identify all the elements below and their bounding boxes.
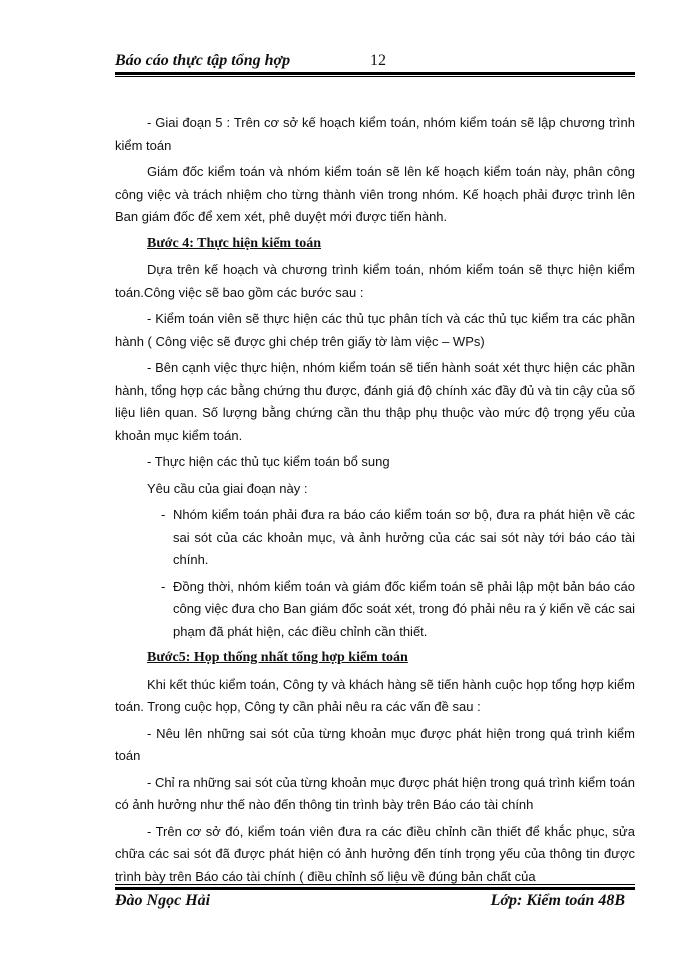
paragraph: - Kiểm toán viên sẽ thực hiện các thủ tục phân tích và các thủ tục kiểm tra các phần hành ( Công việc sẽ được ghi chép trên giấy tờ làm việc – WPs) [115,311,635,349]
page-body [115,112,635,892]
bullet-marker: - [161,507,166,522]
paragraph: - Nêu lên những sai sót của từng khoản mục được phát hiện trong quá trình kiểm toán [115,725,635,763]
header-title: Báo cáo thực tập tổng hợp [115,52,291,69]
paragraph: Yêu cầu của giai đoạn này : [147,480,308,496]
heading-text: Bước 4: Thực hiện kiểm toán [147,235,322,251]
footer-class: Lớp: Kiểm toán 48B [490,892,625,909]
list-item-text: Nhóm kiểm toán phải đưa ra báo cáo kiểm toán sơ bộ, đưa ra phát hiện về các sai sót của các khoản mục, và ảnh hưởng của các sai sót này tới báo cáo tài chính. [173,507,635,567]
bullet-list [115,504,635,643]
heading-text: Bước5: Họp thống nhất tổng hợp kiểm toán [147,650,408,665]
paragraph: - Thực hiện các thủ tục kiểm toán bổ sung [147,454,390,469]
footer-author: Đào Ngọc Hải [115,892,211,909]
section-heading-step5 [147,647,635,670]
bullet-marker: - [161,578,166,594]
page-number: 12 [370,52,386,69]
header-rule-thin [115,76,635,77]
footer-rule-thin [115,884,635,885]
paragraph: - Giai đoạn 5 : Trên cơ sở kế hoạch kiểm toán, nhóm kiểm toán sẽ lập chương trình kiểm toán [115,115,635,153]
paragraph: Dựa trên kế hoạch và chương trình kiểm toán, nhóm kiểm toán sẽ thực hiện kiểm toán.Công việc sẽ bao gồm các bước sau : [115,262,635,300]
list-item [115,576,635,644]
page-header [115,52,635,72]
section-heading-step4 [147,233,635,256]
paragraph: - Trên cơ sở đó, kiểm toán viên đưa ra các điều chỉnh cần thiết để khắc phục, sửa chữa các sai sót đã được phát hiện có ảnh hưởng đến tính trọng yếu của thông tin được trình bày trên Báo cáo tài chính ( điều chỉnh số liệu về đúng bản chất của [115,823,635,884]
paragraph: - Chỉ ra những sai sót của từng khoản mục được phát hiện trong quá trình kiểm toán có ảnh hưởng như thế nào đến thông tin trình bày trên Báo cáo tài chính [115,774,635,812]
list-item-text: Đồng thời, nhóm kiểm toán và giám đốc kiểm toán sẽ phải lập một bản báo cáo công việc đưa cho Ban giám đốc soát xét, trong đó phải nêu ra ý kiến về các sai phạm đã phát hiện, các điều chỉnh cần thiết. [173,578,635,639]
paragraph: - Bên cạnh việc thực hiện, nhóm kiểm toán sẽ tiến hành soát xét thực hiện các phần hành, tổng hợp các bằng chứng thu được, đánh giá độ chính xác đầy đủ và tin cậy của số liệu liên quan. Số lượng bằng chứng cần thu thập phụ thuộc vào mức độ trọng yếu của khoản mục kiểm toán. [115,360,635,443]
paragraph: Khi kết thúc kiểm toán, Công ty và khách hàng sẽ tiến hành cuộc họp tổng hợp kiểm toán. Trong cuộc họp, Công ty cần phải nêu ra các vấn đề sau : [115,676,635,714]
list-item [115,504,635,572]
header-rule [115,72,635,75]
paragraph: Giám đốc kiểm toán và nhóm kiểm toán sẽ lên kế hoạch kiểm toán này, phân công công việc và trách nhiệm cho từng thành viên trong nhóm. Kế hoạch phải được trình lên Ban giám đốc để xem xét, phê duyệt mới được tiến hành. [115,164,635,224]
footer-rule [115,887,635,890]
